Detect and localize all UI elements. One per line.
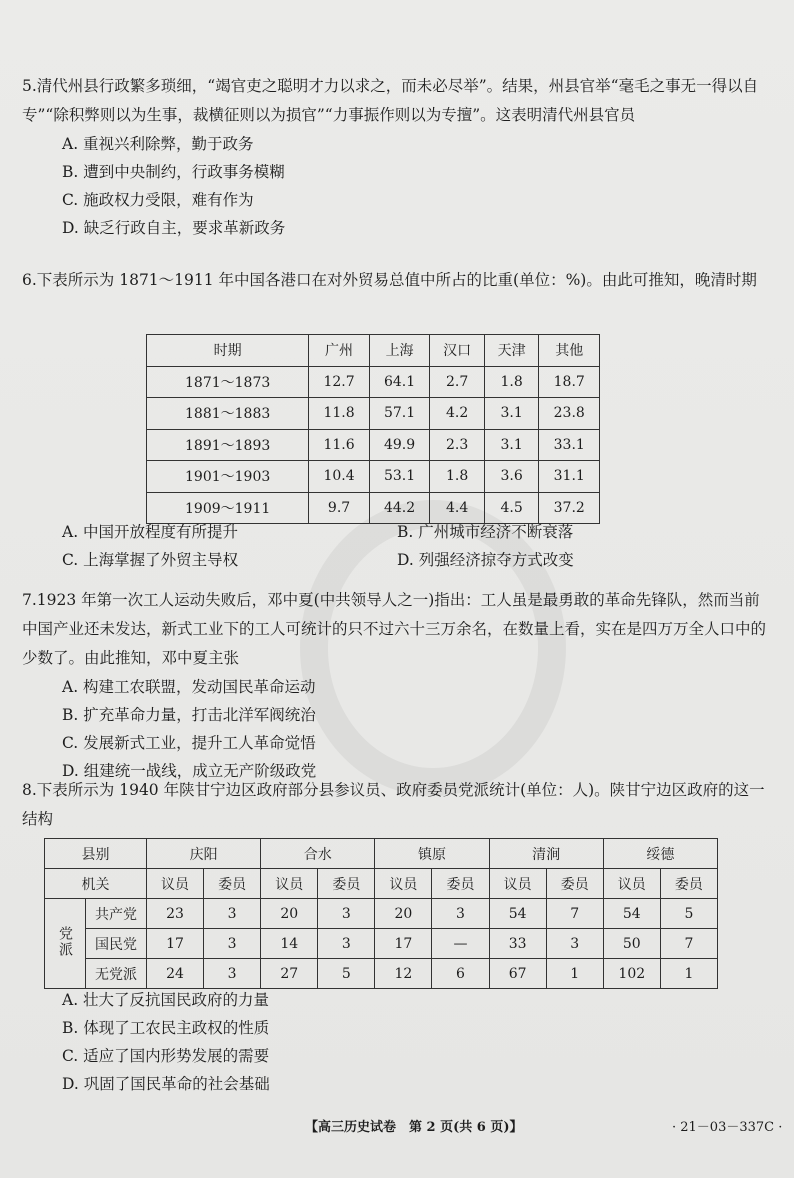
question-6-stem: 6.下表所示为 1871～1911 年中国各港口在对外贸易总值中所占的比重(单位：%)。由此可推知，晚清时期	[22, 271, 757, 289]
footer-title: 【高三历史试卷 第 2 页(共 6 页)】	[305, 1120, 523, 1135]
question-5-option-a[interactable]: A. 重视兴利除弊，勤于政务	[62, 135, 254, 153]
table-cell: 1871～1873	[147, 366, 309, 398]
table-cell: 27	[261, 959, 318, 989]
question-8-option-c[interactable]: C. 适应了国内形势发展的需要	[62, 1047, 270, 1065]
table-cell: 54	[603, 899, 660, 929]
question-8-option-b[interactable]: B. 体现了工农民主政权的性质	[62, 1019, 270, 1037]
table-cell: 20	[261, 899, 318, 929]
party-label: 党派	[45, 899, 86, 989]
table-cell: 1881～1883	[147, 398, 309, 430]
table-header-cell: 天津	[484, 335, 539, 367]
party-name: 共产党	[86, 899, 147, 929]
table-cell: 7	[660, 929, 717, 959]
trade-share-table	[146, 334, 600, 524]
question-7-option-d[interactable]: D. 组建统一战线，成立无产阶级政党	[62, 762, 317, 780]
table-cell: 2.7	[430, 366, 485, 398]
table-cell: 1891～1893	[147, 429, 309, 461]
organ-name: 议员	[147, 869, 204, 899]
question-5-option-c[interactable]: C. 施政权力受限，难有作为	[62, 191, 254, 209]
table-cell: 1	[660, 959, 717, 989]
table-header-cell: 汉口	[430, 335, 485, 367]
organ-name: 委员	[318, 869, 375, 899]
table-row	[147, 429, 600, 461]
question-7-option-b[interactable]: B. 扩充革命力量，打击北洋军阀统治	[62, 706, 316, 724]
table-cell: 3.1	[484, 429, 539, 461]
table-cell: 24	[147, 959, 204, 989]
table-cell: 1	[546, 959, 603, 989]
table-cell: 4.5	[484, 492, 539, 524]
question-8-options	[22, 986, 772, 1098]
table-cell: 50	[603, 929, 660, 959]
county-name: 清涧	[489, 839, 603, 869]
table-cell: 64.1	[369, 366, 430, 398]
question-5-option-d[interactable]: D. 缺乏行政自主，要求革新政务	[62, 219, 286, 237]
table-cell: 33.1	[539, 429, 600, 461]
organ-header-row	[45, 869, 718, 899]
table-cell: 3	[432, 899, 489, 929]
table-cell: —	[432, 929, 489, 959]
table-cell: 5	[660, 899, 717, 929]
party-name: 无党派	[86, 959, 147, 989]
table-cell: 3	[318, 929, 375, 959]
footer-code: · 21－03－337C ·	[672, 1120, 783, 1135]
table-cell: 3	[204, 929, 261, 959]
question-8-option-d[interactable]: D. 巩固了国民革命的社会基础	[62, 1075, 270, 1093]
table-cell: 4.2	[430, 398, 485, 430]
table-cell: 67	[489, 959, 546, 989]
organ-label: 机关	[45, 869, 147, 899]
organ-name: 议员	[603, 869, 660, 899]
table-cell: 23.8	[539, 398, 600, 430]
table-cell: 54	[489, 899, 546, 929]
table-cell: 3	[204, 959, 261, 989]
table-header-cell: 广州	[309, 335, 370, 367]
question-5-stem: 5.清代州县行政繁多琐细，“竭官吏之聪明才力以求之，而未必尽举”。结果，州县官举“毫毛之事无一得以自专”“除积弊则以为生事，裁横征则以为损官”“力事振作则以为专擅”。这表明清代州县官员	[22, 77, 759, 124]
county-name: 合水	[261, 839, 375, 869]
question-7-option-a[interactable]: A. 构建工农联盟，发动国民革命运动	[62, 678, 316, 696]
party-name: 国民党	[86, 929, 147, 959]
table-row	[45, 959, 718, 989]
table-row	[45, 929, 718, 959]
table-cell: 10.4	[309, 461, 370, 493]
table-cell: 44.2	[369, 492, 430, 524]
question-6-option-d[interactable]: D. 列强经济掠夺方式改变	[397, 551, 574, 569]
table-cell: 53.1	[369, 461, 430, 493]
table-row	[147, 366, 600, 398]
table-cell: 2.3	[430, 429, 485, 461]
organ-name: 委员	[546, 869, 603, 899]
organ-name: 议员	[489, 869, 546, 899]
table-cell: 102	[603, 959, 660, 989]
table-cell: 3.6	[484, 461, 539, 493]
table-row	[45, 899, 718, 929]
table-cell: 33	[489, 929, 546, 959]
table-cell: 17	[375, 929, 432, 959]
question-6-option-b[interactable]: B. 广州城市经济不断衰落	[397, 523, 574, 541]
table-cell: 1.8	[430, 461, 485, 493]
organ-name: 议员	[261, 869, 318, 899]
table-cell: 49.9	[369, 429, 430, 461]
table-cell: 4.4	[430, 492, 485, 524]
table-cell: 11.6	[309, 429, 370, 461]
table-row	[147, 461, 600, 493]
table-cell: 9.7	[309, 492, 370, 524]
county-name: 绥德	[603, 839, 717, 869]
table-cell: 1909～1911	[147, 492, 309, 524]
county-header-row	[45, 839, 718, 869]
table-cell: 31.1	[539, 461, 600, 493]
question-6	[22, 266, 772, 295]
table-cell: 7	[546, 899, 603, 929]
question-5	[22, 72, 772, 242]
table-cell: 37.2	[539, 492, 600, 524]
table-header-cell: 时期	[147, 335, 309, 367]
table-header-row	[147, 335, 600, 367]
table-row	[147, 398, 600, 430]
table-cell: 5	[318, 959, 375, 989]
question-5-option-b[interactable]: B. 遭到中央制约，行政事务模糊	[62, 163, 285, 181]
question-7-stem: 7.1923 年第一次工人运动失败后，邓中夏(中共领导人之一)指出：工人虽是最勇敢的革命先锋队，然而当前中国产业还未发达，新式工业下的工人可统计的只不过六十三万余名，在数量上看，实在是四万万全人口中的少数了。由此推知，邓中夏主张	[22, 591, 767, 667]
question-6-option-c[interactable]: C. 上海掌握了外贸主导权	[62, 551, 239, 569]
table-cell: 20	[375, 899, 432, 929]
question-7-option-c[interactable]: C. 发展新式工业，提升工人革命觉悟	[62, 734, 316, 752]
table-header-cell: 其他	[539, 335, 600, 367]
county-name: 镇原	[375, 839, 489, 869]
table-header-cell: 上海	[369, 335, 430, 367]
party-composition-table	[44, 838, 718, 989]
table-cell: 6	[432, 959, 489, 989]
table-cell: 3.1	[484, 398, 539, 430]
question-8-stem: 8.下表所示为 1940 年陕甘宁边区政府部分县参议员、政府委员党派统计(单位：人)。陕甘宁边区政府的这一结构	[22, 781, 765, 828]
county-name: 庆阳	[147, 839, 261, 869]
table-cell: 14	[261, 929, 318, 959]
question-7	[22, 586, 772, 785]
county-label: 县别	[45, 839, 147, 869]
question-8-option-a[interactable]: A. 壮大了反抗国民政府的力量	[62, 991, 270, 1009]
table-cell: 3	[318, 899, 375, 929]
table-cell: 1901～1903	[147, 461, 309, 493]
table-cell: 18.7	[539, 366, 600, 398]
organ-name: 委员	[204, 869, 261, 899]
table-cell: 11.8	[309, 398, 370, 430]
table-cell: 12	[375, 959, 432, 989]
question-6-option-a[interactable]: A. 中国开放程度有所提升	[62, 523, 239, 541]
table-cell: 3	[546, 929, 603, 959]
table-cell: 23	[147, 899, 204, 929]
table-cell: 3	[204, 899, 261, 929]
organ-name: 委员	[660, 869, 717, 899]
organ-name: 委员	[432, 869, 489, 899]
table-cell: 17	[147, 929, 204, 959]
table-cell: 12.7	[309, 366, 370, 398]
question-8	[22, 776, 772, 834]
organ-name: 议员	[375, 869, 432, 899]
table-cell: 57.1	[369, 398, 430, 430]
table-cell: 1.8	[484, 366, 539, 398]
question-6-options	[22, 518, 772, 574]
